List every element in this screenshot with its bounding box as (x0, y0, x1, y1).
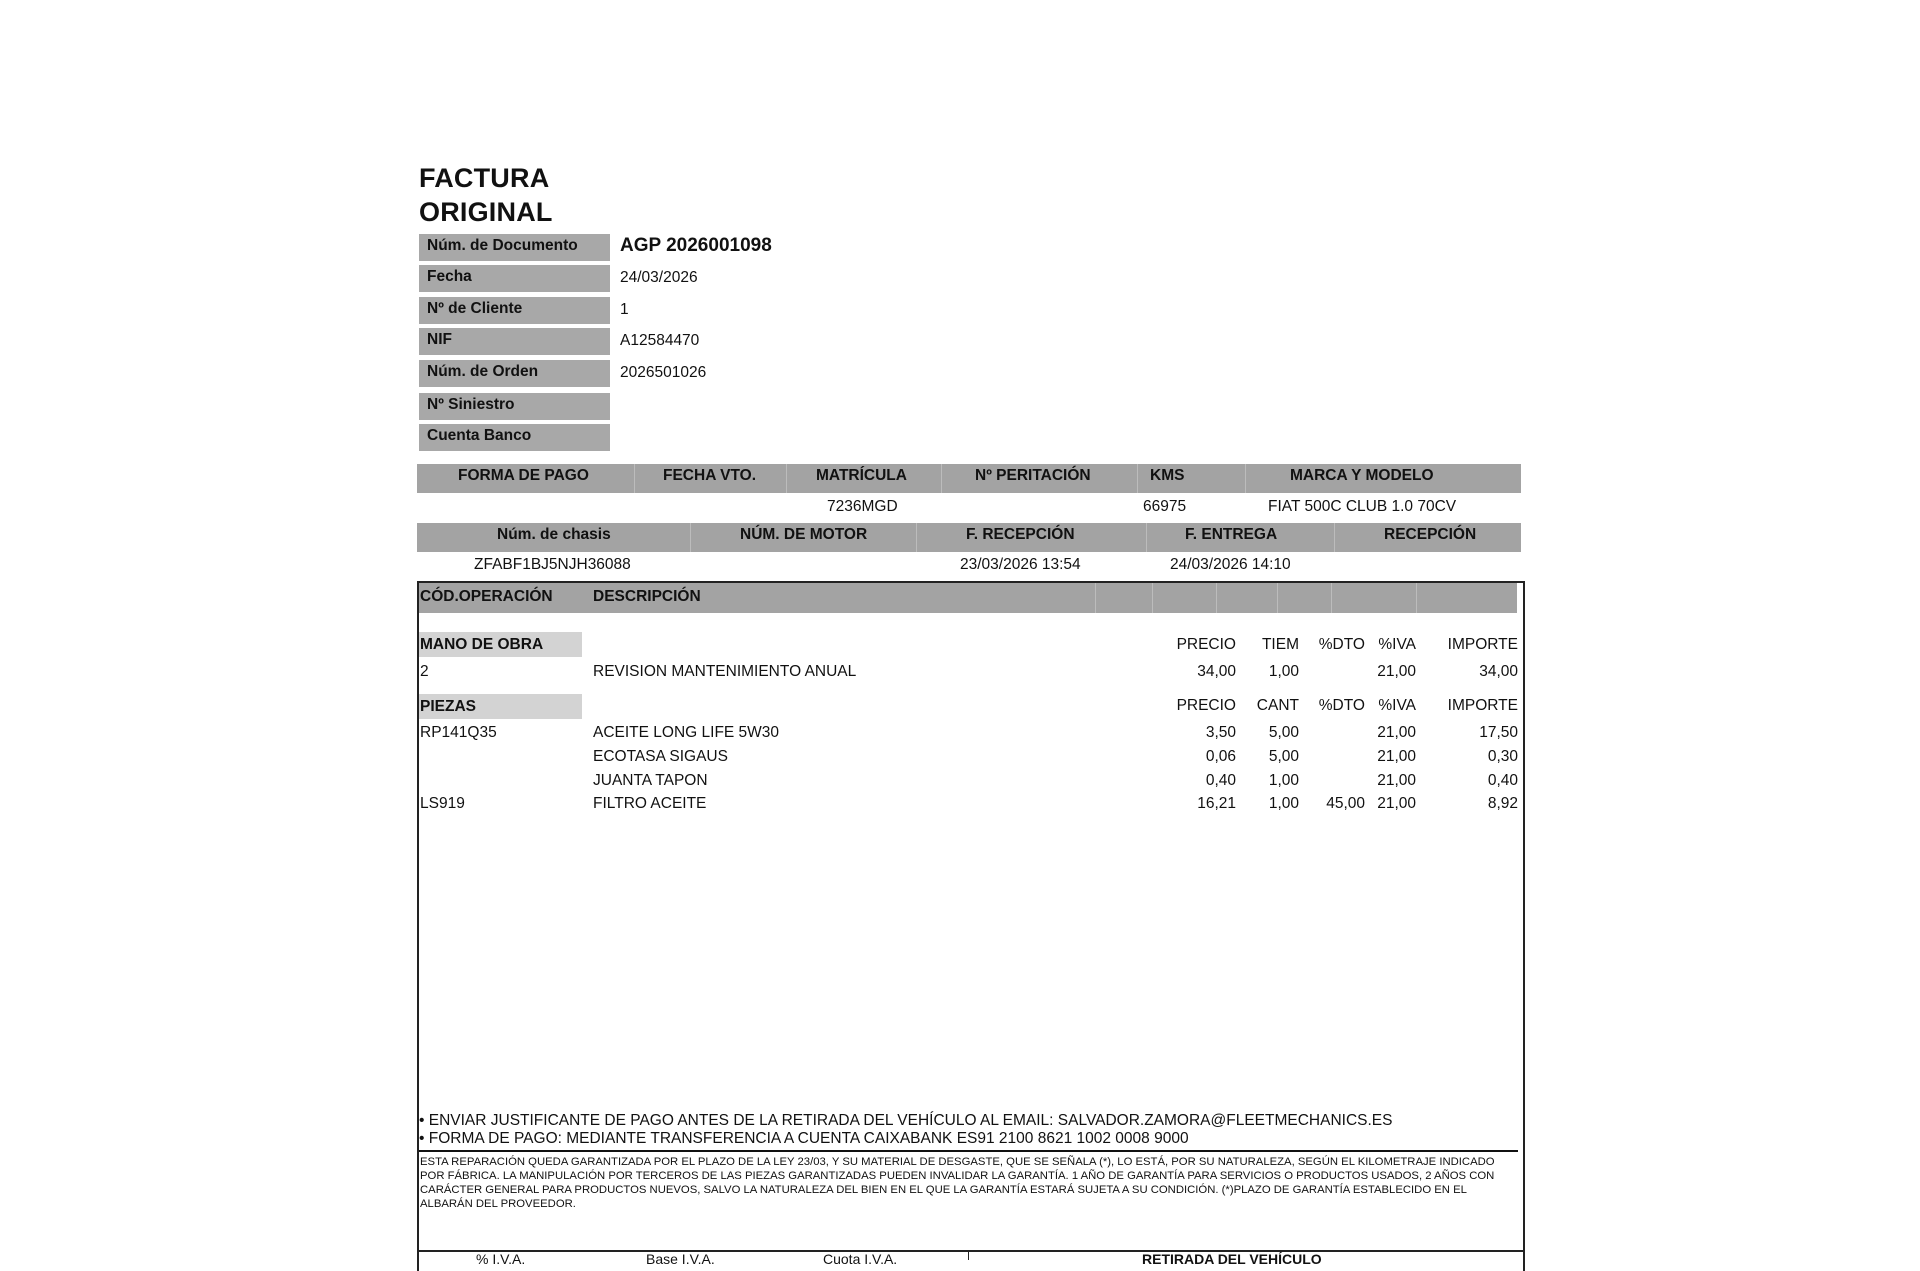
value-plate: 7236MGD (827, 498, 898, 515)
parts-row-price: 3,50 (1205, 724, 1236, 741)
notes-divider (419, 1150, 1518, 1152)
labour-row-vat: 21,00 (1377, 663, 1416, 680)
labour-col-time: TIEM (1261, 636, 1299, 653)
labour-col-vat: %IVA (1378, 636, 1416, 653)
header-description: DESCRIPCIÓN (593, 588, 701, 605)
info-value-client-number: 1 (620, 301, 629, 318)
parts-row-amount: 17,50 (1479, 724, 1518, 741)
parts-row-qty: 1,00 (1268, 772, 1299, 789)
labour-col-discount: %DTO (1318, 636, 1365, 653)
labour-row-code: 2 (420, 663, 429, 680)
footer-vat-base: Base I.V.A. (646, 1251, 715, 1267)
footer-column-divider (968, 1252, 969, 1260)
info-value-date: 24/03/2026 (620, 269, 698, 286)
info-label-claim-number: Nº Siniestro (419, 393, 610, 420)
value-kms: 66975 (1143, 498, 1187, 515)
header-kms: KMS (1150, 467, 1185, 484)
parts-row-amount: 8,92 (1487, 795, 1518, 812)
info-label-date: Fecha (419, 265, 610, 292)
header-reception-date: F. RECEPCIÓN (966, 526, 1075, 543)
info-value-document-number: AGP 2026001098 (620, 235, 772, 256)
payment-note-transfer: • FORMA DE PAGO: MEDIANTE TRANSFERENCIA A CUENTA CAIXABANK ES91 2100 8621 1002 0008 9000 (419, 1130, 1189, 1147)
section-labour: MANO DE OBRA (419, 632, 582, 657)
lines-header-bar (419, 583, 1517, 613)
info-label-bank-account: Cuenta Banco (419, 424, 610, 451)
parts-row-amount: 0,40 (1487, 772, 1518, 789)
value-chassis-number: ZFABF1BJ5NJH36088 (474, 556, 631, 573)
header-plate: MATRÍCULA (816, 467, 907, 484)
parts-row-vat: 21,00 (1377, 724, 1416, 741)
header-payment-method: FORMA DE PAGO (458, 467, 589, 484)
parts-col-qty: CANT (1256, 697, 1299, 714)
info-label-document-number: Núm. de Documento (419, 234, 610, 261)
parts-row-description: JUANTA TAPON (593, 772, 708, 789)
warranty-text: ESTA REPARACIÓN QUEDA GARANTIZADA POR EL PLAZO DE LA LEY 23/03, Y SU MATERIAL DE DESGASTE, QUE SE SEÑALA (*), LO ESTÁ, POR SU NATURALEZA, SEGÚN EL KILOMETRAJE INDICADO POR FÁBRICA. LA MANIPULACIÓN POR TERCEROS DE LAS PIEZAS GARANTIZADAS PUEDEN INVALIDAR LA GARANTÍA. 1 AÑO DE GARANTÍA PARA SERVICIOS O PRODUCTOS USADOS, 2 AÑOS CON CARÁCTER GENERAL PARA PRODUCTOS NUEVOS, SALVO LA NATURALEZA DEL BIEN EN EL QUE LA GARANTÍA ESTARÁ SUJETA A SU CONDICIÓN. (*)PLAZO DE GARANTÍA ESTABLECIDO EN EL ALBARÁN DEL PROVEEDOR. (420, 1156, 1495, 1210)
parts-col-discount: %DTO (1318, 697, 1365, 714)
parts-row-qty: 5,00 (1268, 748, 1299, 765)
info-value-order-number: 2026501026 (620, 364, 707, 381)
parts-row-price: 16,21 (1197, 795, 1236, 812)
header-appraisal-number: Nº PERITACIÓN (975, 467, 1091, 484)
labour-row-price: 34,00 (1197, 663, 1236, 680)
section-parts: PIEZAS (419, 694, 582, 719)
parts-row-description: FILTRO ACEITE (593, 795, 707, 812)
parts-row-qty: 1,00 (1268, 795, 1299, 812)
parts-row-price: 0,06 (1205, 748, 1236, 765)
parts-row-discount: 45,00 (1326, 795, 1365, 812)
header-reception: RECEPCIÓN (1384, 526, 1477, 543)
value-reception-date: 23/03/2026 13:54 (960, 556, 1081, 573)
header-make-model: MARCA Y MODELO (1290, 467, 1434, 484)
parts-row-vat: 21,00 (1377, 795, 1416, 812)
info-label-nif: NIF (419, 328, 610, 355)
footer-divider (419, 1250, 1523, 1252)
parts-row-vat: 21,00 (1377, 748, 1416, 765)
parts-col-vat: %IVA (1378, 697, 1416, 714)
parts-row-description: ECOTASA SIGAUS (593, 748, 728, 765)
document-title-line1: FACTURA (419, 163, 550, 193)
parts-row-price: 0,40 (1205, 772, 1236, 789)
parts-row-code: LS919 (420, 795, 465, 812)
labour-row-description: REVISION MANTENIMIENTO ANUAL (593, 663, 857, 680)
labour-col-amount: IMPORTE (1447, 636, 1518, 653)
info-label-client-number: Nº de Cliente (419, 297, 610, 324)
parts-row-qty: 5,00 (1268, 724, 1299, 741)
header-delivery-date: F. ENTREGA (1185, 526, 1278, 543)
parts-row-amount: 0,30 (1487, 748, 1518, 765)
header-engine-number: NÚM. DE MOTOR (740, 526, 868, 543)
labour-col-price: PRECIO (1176, 636, 1236, 653)
info-value-nif: A12584470 (620, 332, 700, 349)
footer-vat-pct: % I.V.A. (476, 1251, 526, 1267)
parts-row-code: RP141Q35 (420, 724, 497, 741)
payment-note-email: • ENVIAR JUSTIFICANTE DE PAGO ANTES DE LA RETIRADA DEL VEHÍCULO AL EMAIL: SALVADOR.ZAMORA@FLEETMECHANICS.ES (419, 1112, 1393, 1129)
parts-col-price: PRECIO (1176, 697, 1236, 714)
header-due-date: FECHA VTO. (663, 467, 757, 484)
footer-vat-amount: Cuota I.V.A. (823, 1251, 898, 1267)
header-chassis-number: Núm. de chasis (497, 526, 611, 543)
footer-vehicle-pickup: RETIRADA DEL VEHÍCULO (1142, 1251, 1322, 1267)
parts-row-description: ACEITE LONG LIFE 5W30 (593, 724, 780, 741)
header-operation-code: CÓD.OPERACIÓN (420, 588, 553, 605)
labour-row-time: 1,00 (1268, 663, 1299, 680)
value-delivery-date: 24/03/2026 14:10 (1170, 556, 1291, 573)
document-title-line2: ORIGINAL (419, 197, 553, 227)
parts-col-amount: IMPORTE (1447, 697, 1518, 714)
value-make-model: FIAT 500C CLUB 1.0 70CV (1268, 498, 1457, 515)
labour-row-amount: 34,00 (1479, 663, 1518, 680)
info-label-order-number: Núm. de Orden (419, 360, 610, 387)
parts-row-vat: 21,00 (1377, 772, 1416, 789)
